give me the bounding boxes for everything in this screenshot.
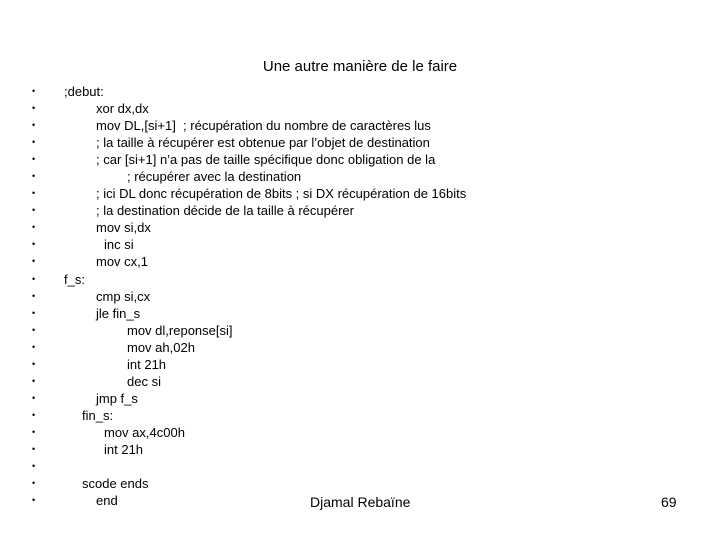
bullet-marker: • [32,461,36,472]
bullet-marker: • [32,290,36,301]
bullet-marker: • [32,256,36,267]
bullet-marker: • [32,120,36,131]
code-line-text: jle fin_s [96,305,141,321]
code-line-text: xor dx,dx [96,101,149,117]
bullet-marker: • [32,392,36,403]
bullet-marker: • [32,86,36,96]
code-line-text: ; ici DL donc récupération de 8bits ; si DX récupération de 16bits [96,186,467,202]
code-line-text: end [96,493,118,509]
bullet-marker: • [32,171,36,182]
bullet-marker: • [32,358,36,369]
code-line-text: mov ah,02h [127,339,195,355]
bullet-marker: • [32,409,36,420]
code-line-text: ; car [si+1] n’a pas de taille spécifique donc obligation de la [96,152,436,168]
bullet-marker: • [32,478,36,489]
bullet-marker: • [32,239,36,250]
code-line-text: fin_s: [82,407,114,423]
code-line-text: int 21h [127,356,167,372]
bullet-marker: • [32,205,36,216]
code-line-text: mov cx,1 [96,254,149,270]
code-line-text: jmp f_s [96,390,138,406]
code-line-text: int 21h [104,441,144,457]
page-number: 69 [661,494,677,510]
bullet-marker: • [32,273,36,284]
bullet-marker: • [32,222,36,233]
bullet-marker: • [32,375,36,386]
bullet-marker: • [32,426,36,437]
footer-author: Djamal Rebaïne [310,494,411,510]
code-line-text: mov ax,4c00h [104,424,185,440]
code-line-text: mov dl,reponse[si] [127,322,233,338]
code-line-text: mov si,dx [96,220,151,236]
code-line-text: ;debut: [64,84,104,99]
code-line-text: ; la taille à récupérer est obtenue par l’objet de destination [96,135,430,151]
bullet-marker: • [32,307,36,318]
code-line-text: mov DL,[si+1] ; récupération du nombre de caractères lus [96,118,431,134]
code-line-text: ; récupérer avec la destination [127,169,302,185]
bullet-marker: • [32,154,36,165]
bullet-marker: • [32,324,36,335]
code-line-text: cmp si,cx [96,288,151,304]
bullet-marker: • [32,137,36,148]
code-line-text: dec si [127,373,161,389]
code-line-text: inc si [104,237,134,253]
bullet-marker: • [32,341,36,352]
code-line-text: f_s: [64,271,85,287]
slide-title: Une autre manière de le faire [262,58,458,75]
bullet-marker: • [32,103,36,114]
bullet-marker: • [32,188,36,199]
bullet-marker: • [32,495,36,506]
code-line-text: scode ends [82,476,149,492]
bullet-marker: • [32,443,36,454]
code-line-text: ; la destination décide de la taille à récupérer [96,203,354,219]
